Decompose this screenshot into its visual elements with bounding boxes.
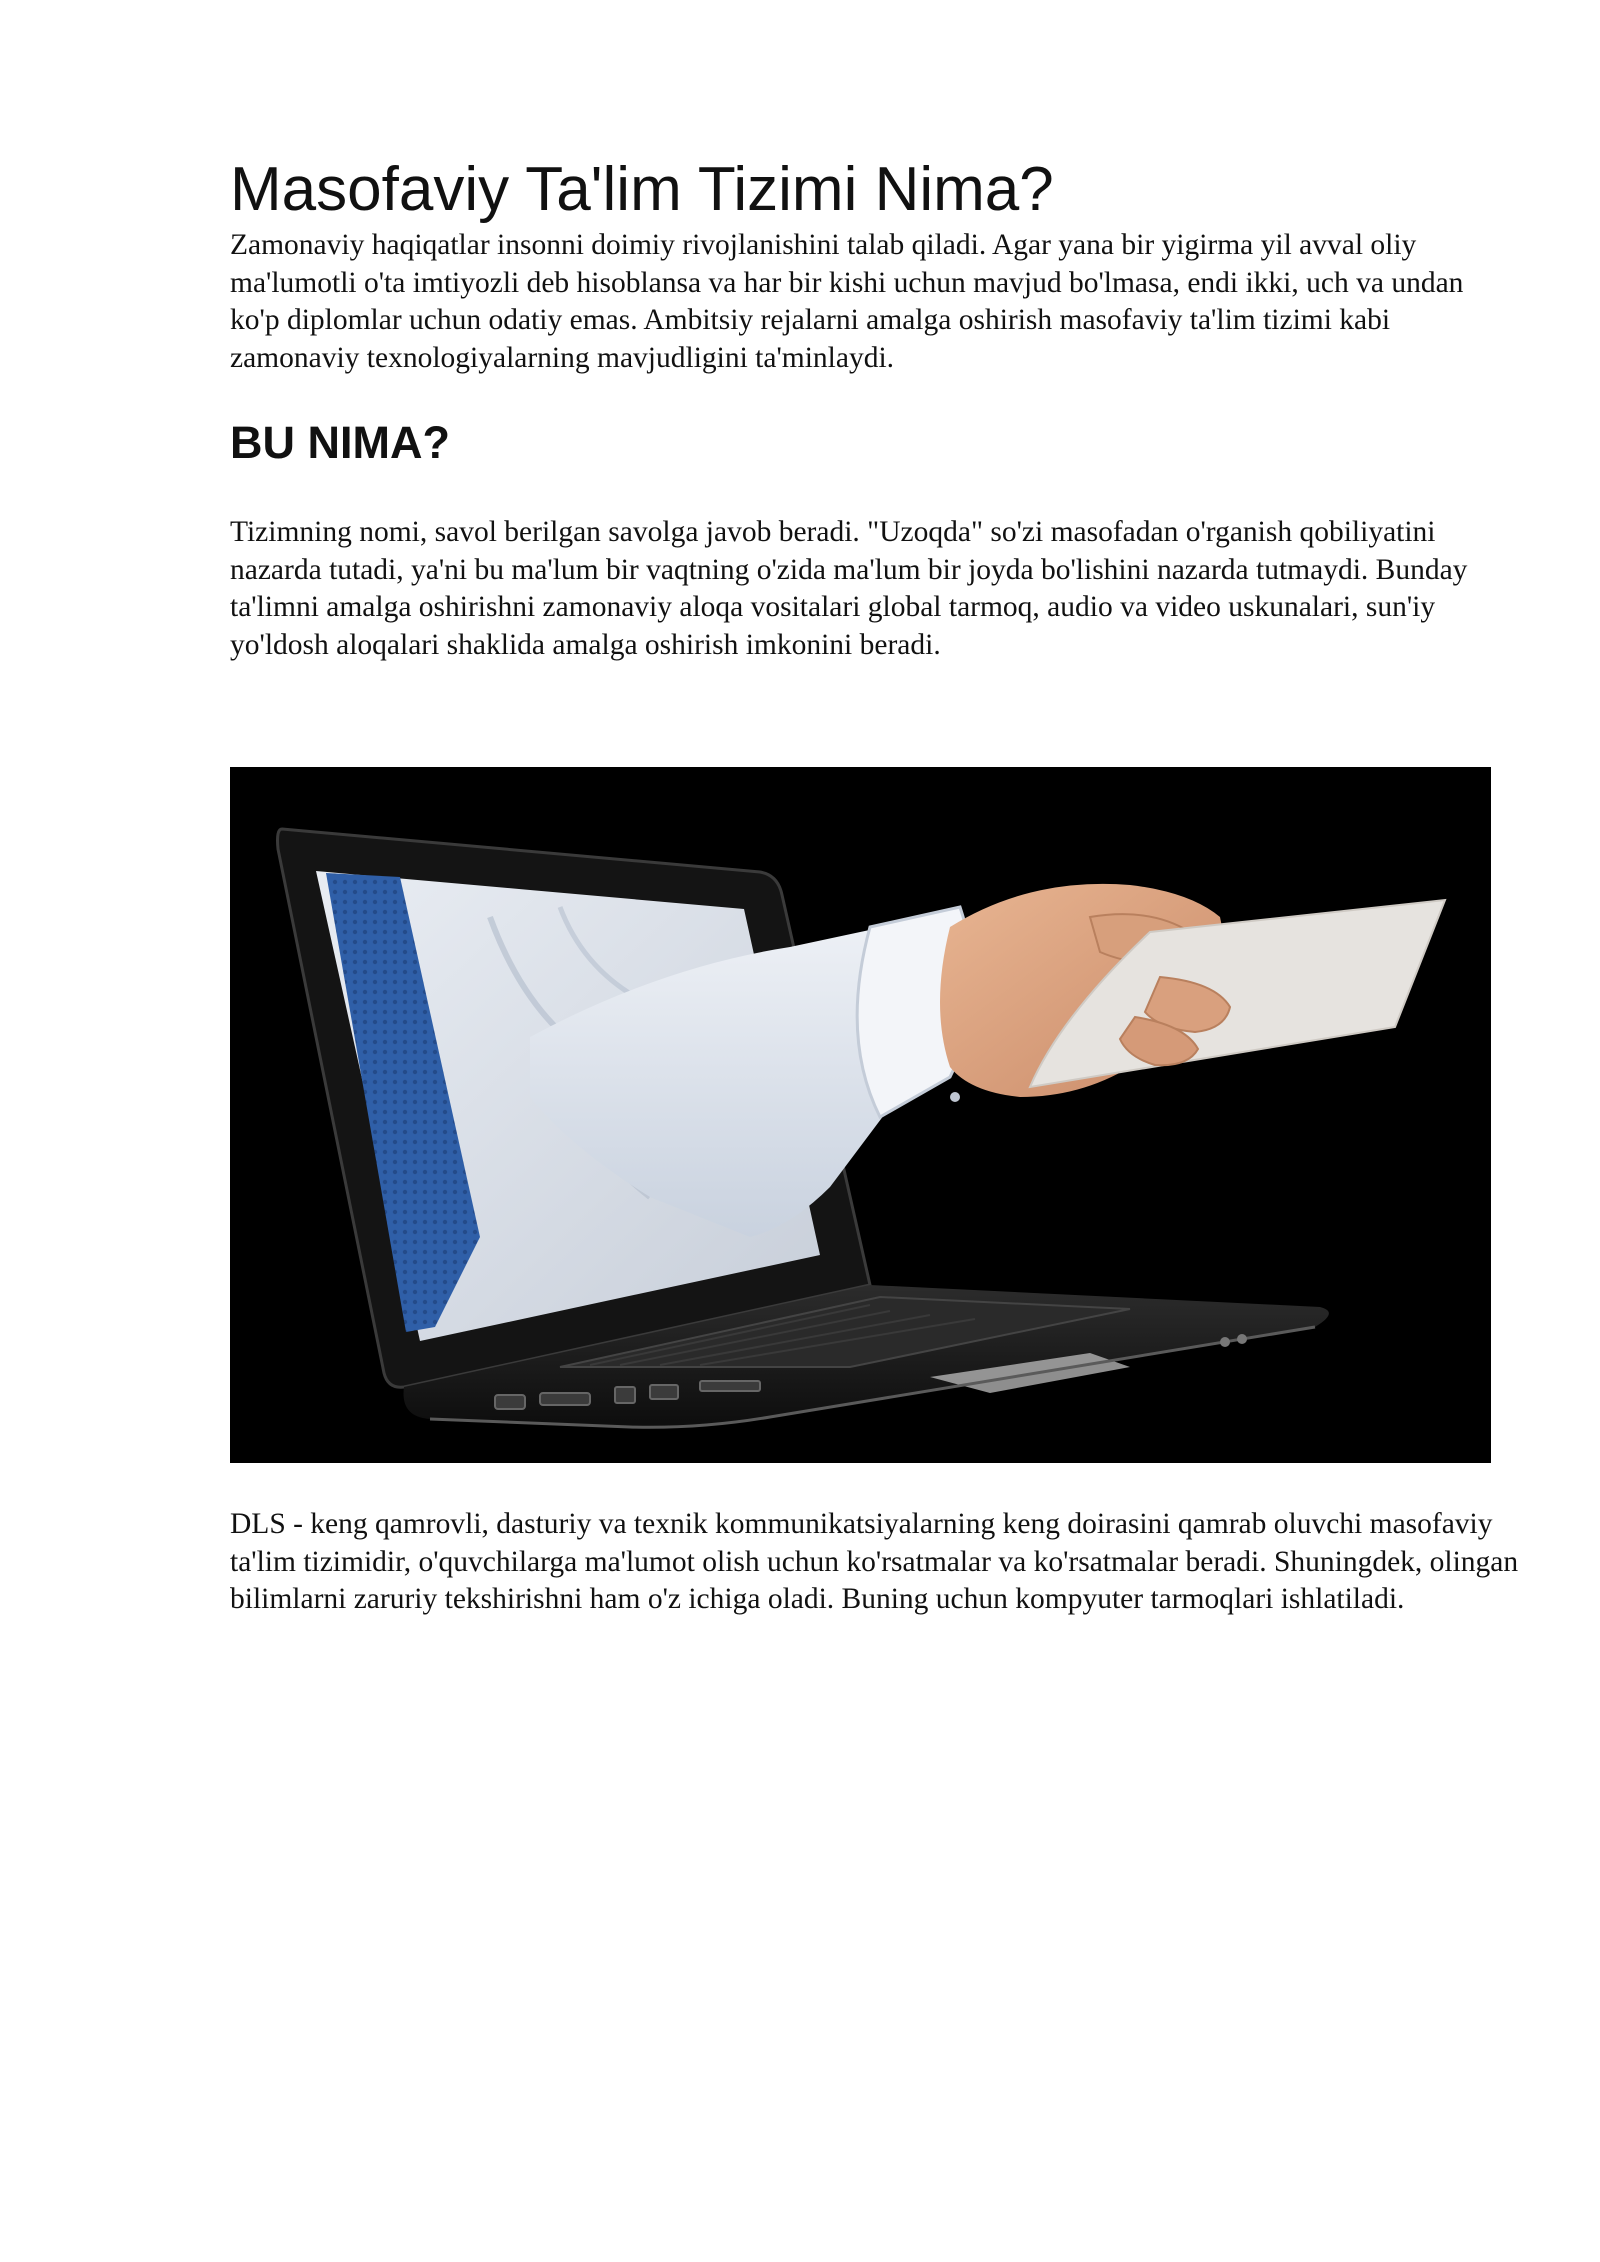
section-paragraph: Tizimning nomi, savol berilgan savolga javob beradi. "Uzoqda" so'zi masofadan o'rganish qobiliyatini nazarda tutadi, ya'ni bu ma'lum bir vaqtning o'zida ma'lum bir joyda bo'lishini nazarda tutmaydi. Bunday ta'limni amalga oshirishni zamonaviy aloqa vositalari global tarmoq, audio va video uskunalari, sun'iy yo'ldosh aloqalari shaklida amalga oshirish imkonini beradi. (230, 516, 1468, 661)
laptop-hand-illustration (230, 767, 1491, 1463)
dls-paragraph: DLS - keng qamrovli, dasturiy va texnik kommunikatsiyalarning keng doirasini qamrab oluvchi masofaviy ta'lim tizimidir, o'quvchilarga ma'lumot olish uchun ko'rsatmalar va ko'rsatmalar beradi. Shuningdek, olingan bilimlarni zaruriy tekshirishni ham o'z ichiga oladi. Buning uchun kompyuter tarmoqlari ishlatiladi. (230, 1508, 1519, 1615)
page-title: Masofaviy Ta'lim Tizimi Nima? (230, 155, 1054, 224)
laptop-photo (230, 767, 1491, 1463)
section-heading: BU NIMA? (230, 417, 450, 468)
intro-paragraph: Zamonaviy haqiqatlar insonni doimiy rivojlanishini talab qiladi. Agar yana bir yigirma yil avval oliy ma'lumotli o'ta imtiyozli deb hisoblansa va har bir kishi uchun mavjud bo'lmasa, endi ikki, uch va undan ko'p diplomlar uchun odatiy emas. Ambitsiy rejalarni amalga oshirish masofaviy ta'lim tizimi kabi zamonaviy texnologiyalarning mavjudligini ta'minlaydi. (230, 229, 1464, 374)
